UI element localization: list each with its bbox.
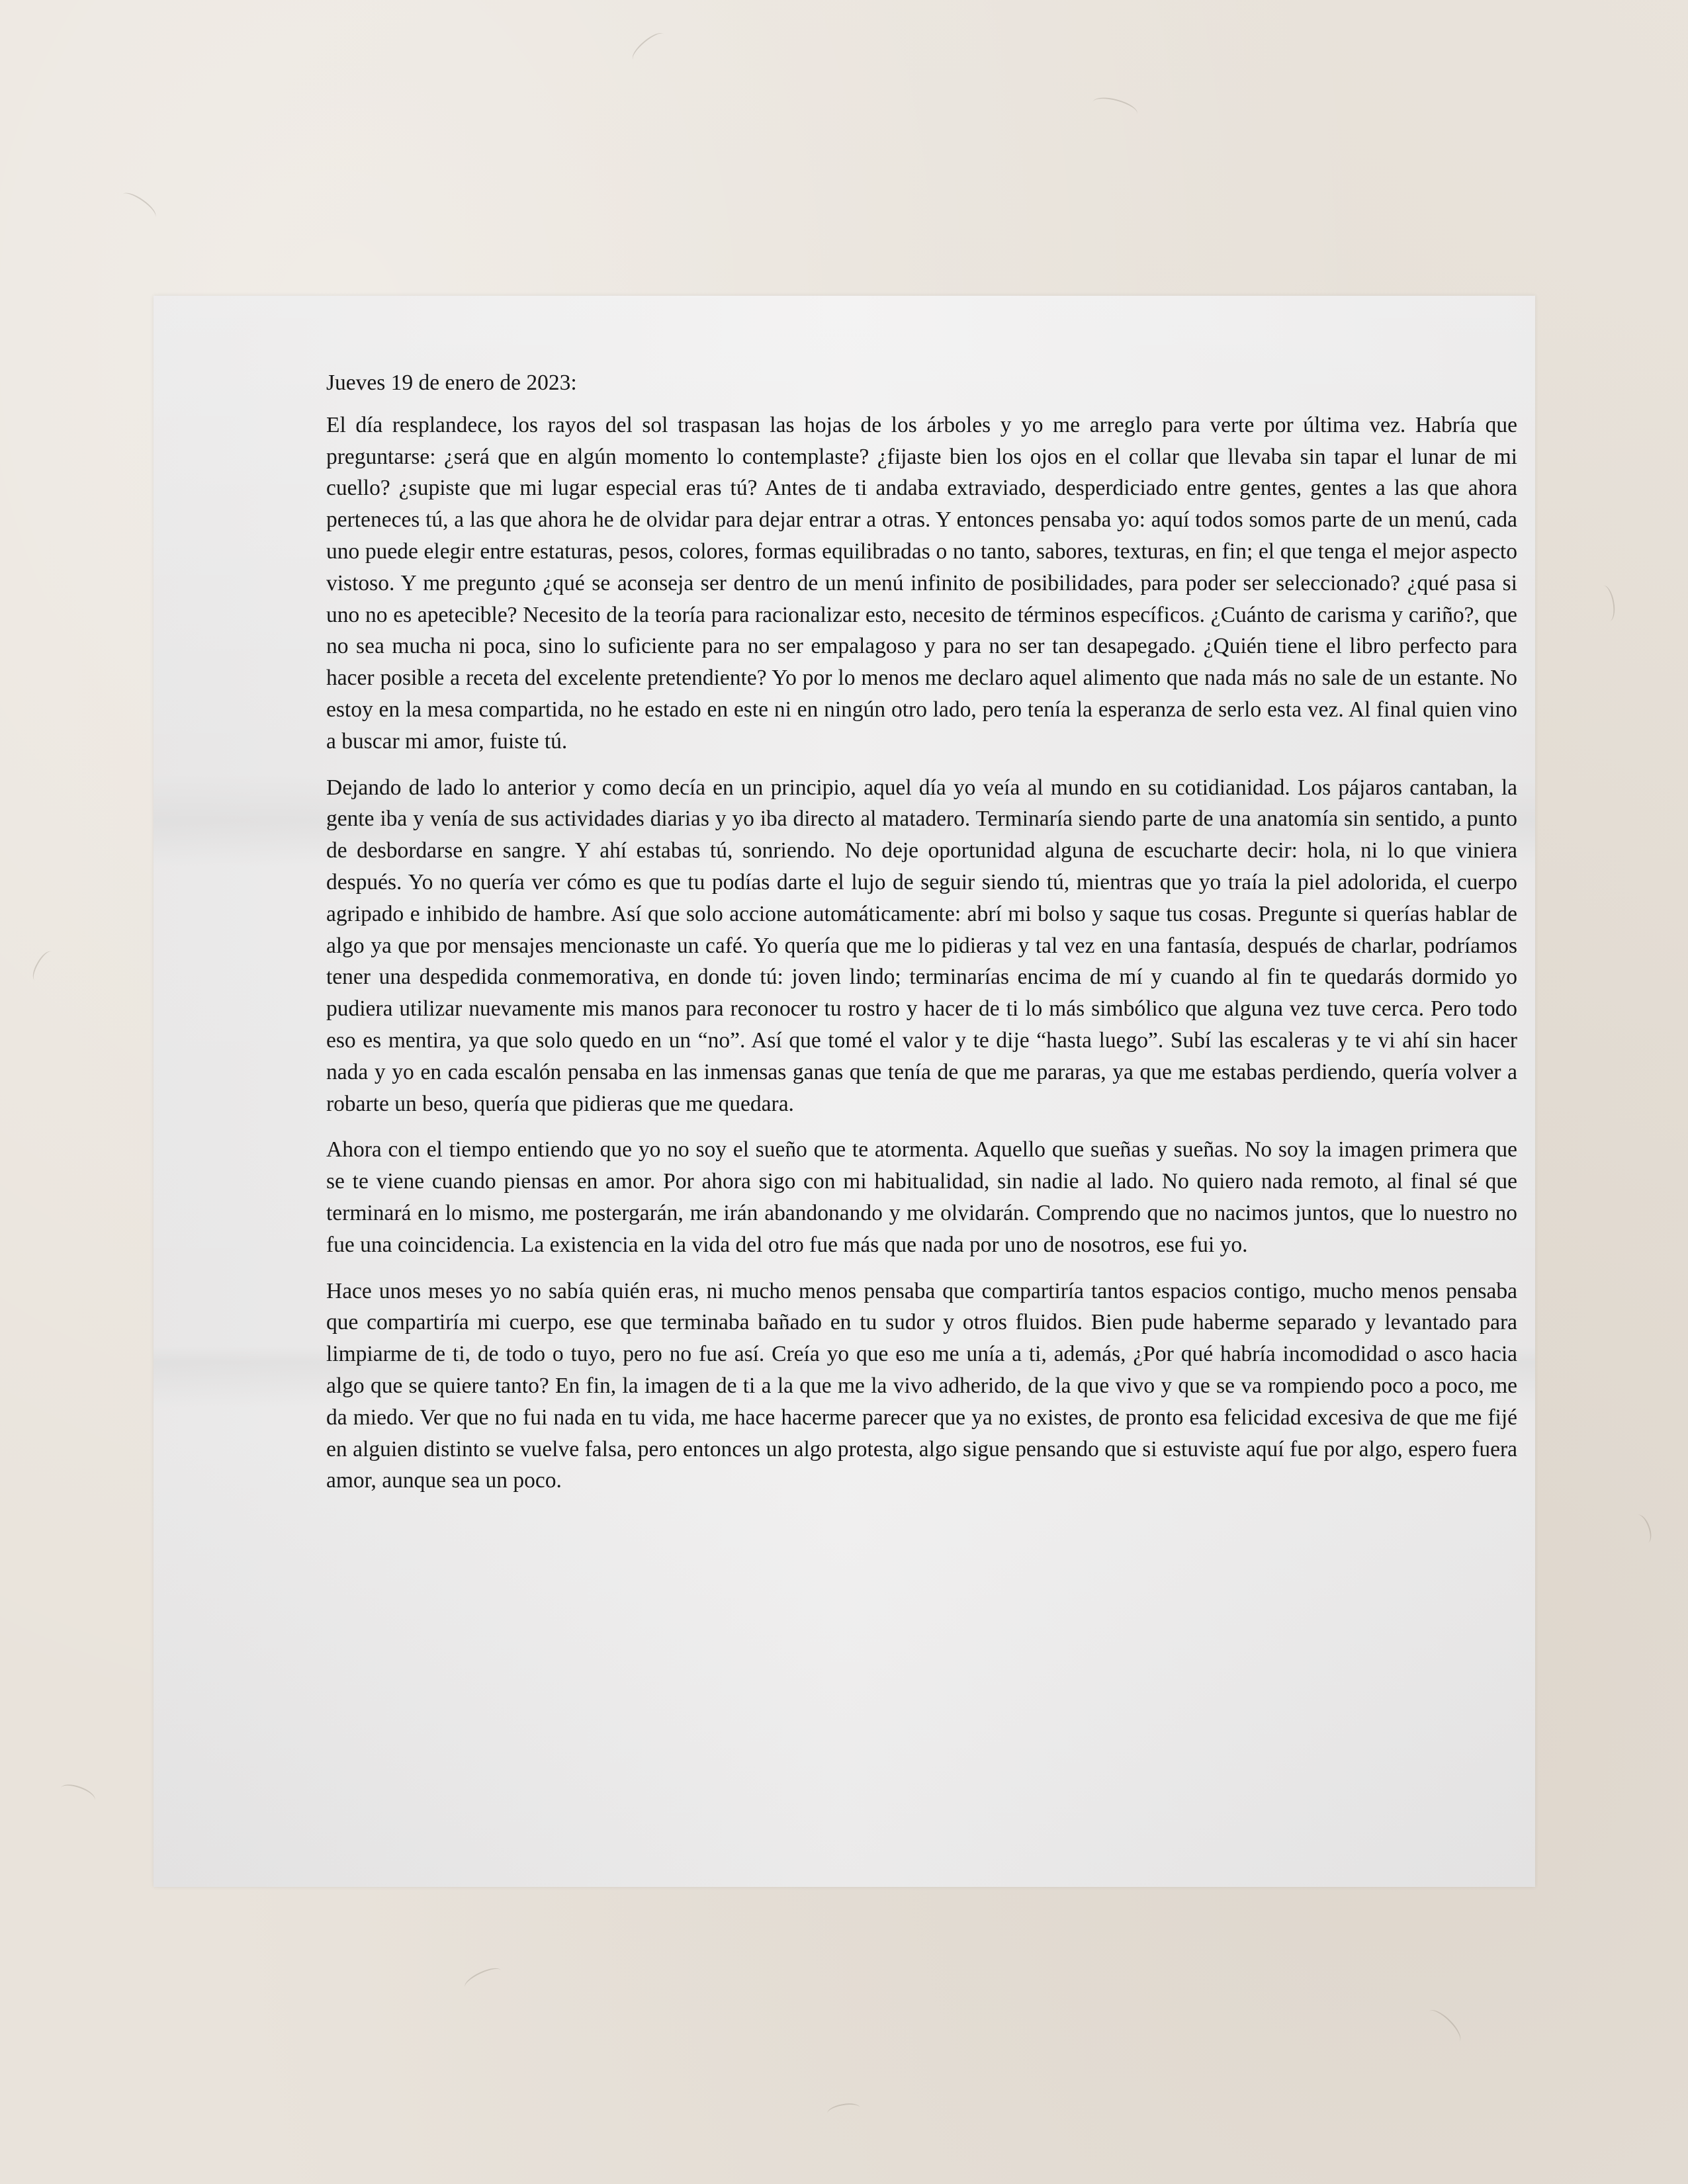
letter-content: [326, 367, 1517, 1511]
background-fiber: [1595, 584, 1617, 623]
letter-paragraph: Hace unos meses yo no sabía quién eras, ni mucho menos pensaba que compartiría tantos espacios contigo, mucho menos pensaba que compartiría mi cuerpo, ese que terminaba bañado en tu sudor y otros fluidos. Bien pude haberme separado y levantado para limpiarme de ti, de todo o tuyo, pero no fue así. Creía yo que eso me unía a ti, además, ¿Por qué habría incomodidad o asco hacia algo que se quiere tanto? En fin, la imagen de ti a la que me la vivo adherido, de la que vivo y que se va rompiendo poco a poco, me da miedo. Ver que no fui nada en tu vida, me hace hacerme parecer que ya no existes, de pronto esa felicidad excesiva de que me fijé en alguien distinto se vuelve falsa, pero entonces un algo protesta, algo sigue pensando que si estuviste aquí fue por algo, espero fuera amor, aunque sea un poco.: [326, 1278, 1517, 1493]
background-fiber: [462, 1964, 504, 1993]
background-fiber: [1630, 1512, 1654, 1546]
letter-paragraph: Dejando de lado lo anterior y como decía en un principio, aquel día yo veía al mundo en su cotidianidad. Los pájaros cantaban, la gente iba y venía de sus actividades diarias y yo iba directo al matadero. Terminaría siendo parte de una anatomía sin sentido, a punto de desbordarse en sangre. Y ahí estabas tú, sonriendo. No deje oportunidad alguna de escucharte decir: hola, ni lo que viniera después. Yo no quería ver cómo es que tu podías darte el lujo de seguir siendo tú, mientras que yo traía la piel adolorida, el cuerpo agripado e inhibido de hambre. Así que solo accione automáticamente: abrí mi bolso y saque tus cosas. Pregunte si querías hablar de algo ya que por mensajes mencionaste un café. Yo quería que me lo pidieras y tal vez en una fantasía, después de charlar, podríamos tener una despedida conmemorativa, en donde tú: joven lindo; terminarías encima de mí y cuando al fin te quedarás dormido yo pudiera utilizar nuevamente mis manos para reconocer tu rostro y hacer de ti lo más simbólico que alguna vez tuve cerca. Pero todo eso es mentira, ya que solo quedo en un “no”. Así que tomé el valor y te dije “hasta luego”. Subí las escaleras y te vi ahí sin hacer nada y yo en cada escalón pensaba en las inmensas ganas que tenía de que me pararas, ya que me estabas perdiendo, quería volver a robarte un beso, quería que pidieras que me quedara.: [326, 775, 1517, 1116]
letter-date: Jueves 19 de enero de 2023:: [326, 371, 577, 395]
background-fiber: [29, 948, 57, 983]
letter-paragraph: Ahora con el tiempo entiendo que yo no soy el sueño que te atormenta. Aquello que sueñas y sueñas. No soy la imagen primera que se te viene cuando piensas en amor. Por ahora sigo con mi habitualidad, sin nadie al lado. No quiero nada remoto, al final sé que terminará en lo mismo, me postergarán, me irán abandonando y me olvidarán. Comprendo que no nacimos juntos, que lo nuestro no fue una coincidencia. La existencia en la vida del otro fue más que nada por uno de nosotros, ese fui yo.: [326, 1137, 1517, 1257]
background-fiber: [629, 28, 668, 65]
background-fiber: [1423, 2005, 1465, 2048]
background-fiber: [1090, 93, 1140, 122]
letter-sheet: [154, 296, 1535, 1887]
letter-paragraph: El día resplandece, los rayos del sol traspasan las hojas de los árboles y yo me arreglo para verte por última vez. Habría que preguntarse: ¿será que en algún momento lo contemplaste? ¿fijaste bien los ojos en el collar que llevaba sin tapar el lunar de mi cuello? ¿supiste que mi lugar especial eras tú? Antes de ti andaba extraviado, desperdiciado entre gentes, gentes a las que ahora perteneces tú, a las que ahora he de olvidar para dejar entrar a otras. Y entonces pensaba yo: aquí todos somos parte de un menú, cada uno puede elegir entre estaturas, pesos, colores, formas equilibradas o no tanto, sabores, texturas, en fin; el que tenga el mejor aspecto vistoso. Y me pregunto ¿qué se aconseja ser dentro de un menú infinito de posibilidades, para poder ser seleccionado? ¿qué pasa si uno no es apetecible? Necesito de la teoría para racionalizar esto, necesito de términos específicos. ¿Cuánto de carisma y cariño?, que no sea mucha ni poca, sino lo suficiente para no ser empalagoso y para no ser tan desapegado. ¿Quién tiene el libro perfecto para hacer posible a receta del excelente pretendiente? Yo por lo menos me declaro aquel alimento que nada más no sale de un estante. No estoy en la mesa compartida, no he estado en este ni en ningún otro lado, pero tenía la esperanza de serlo esta vez. Al final quien vino a buscar mi amor, fuiste tú.: [326, 412, 1517, 754]
background-fiber: [118, 189, 159, 223]
background-fiber: [58, 1780, 98, 1808]
background-fiber: [826, 2101, 862, 2120]
